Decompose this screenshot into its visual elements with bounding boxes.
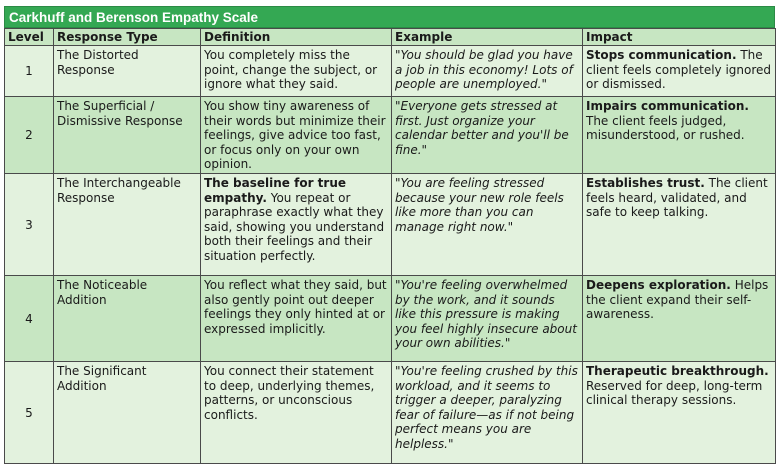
example-cell[interactable]: "You are feeling stressed because your new role feels like more than you can manage right now." bbox=[392, 173, 583, 275]
impact-heading: Therapeutic breakthrough. bbox=[586, 363, 769, 378]
table-row bbox=[5, 97, 776, 174]
header-row bbox=[5, 29, 776, 46]
response-type-cell[interactable]: The Significant Addition bbox=[54, 361, 201, 463]
level-cell[interactable]: 5 bbox=[5, 361, 54, 463]
response-type-cell[interactable]: The Noticeable Addition bbox=[54, 275, 201, 361]
definition-text: You repeat or paraphrase exactly what they said, showing you understand both their feelings and their situation perfectly. bbox=[204, 190, 385, 263]
table-row bbox=[5, 275, 776, 361]
response-type-cell[interactable]: The Interchangeable Response bbox=[54, 173, 201, 275]
definition-cell[interactable] bbox=[201, 361, 392, 463]
impact-text: Helps the client expand their self-awareness. bbox=[586, 277, 769, 322]
impact-heading: Stops communication. bbox=[586, 48, 737, 62]
definition-text: You completely miss the point, change the subject, or ignore what they said. bbox=[204, 48, 378, 92]
definition-text: You connect their statement to deep, underlying themes, patterns, or unconscious conflicts. bbox=[204, 363, 375, 422]
impact-heading: Impairs communication. bbox=[586, 99, 749, 113]
impact-heading: Establishes trust. bbox=[586, 175, 705, 190]
level-cell[interactable]: 3 bbox=[5, 173, 54, 275]
impact-heading: Deepens exploration. bbox=[586, 277, 731, 292]
example-cell[interactable]: "You're feeling crushed by this workload, and it seems to trigger a deeper, paralyzing fear of failure—as if not being perfect means you are helpless." bbox=[392, 361, 583, 463]
table-row bbox=[5, 173, 776, 275]
table-title: Carkhuff and Berenson Empathy Scale bbox=[4, 6, 775, 28]
header-example[interactable]: Example bbox=[392, 29, 583, 46]
impact-cell[interactable] bbox=[583, 173, 776, 275]
definition-cell[interactable] bbox=[201, 275, 392, 361]
empathy-scale-sheet bbox=[4, 6, 775, 464]
table-row bbox=[5, 46, 776, 97]
header-definition[interactable]: Definition bbox=[201, 29, 392, 46]
impact-cell[interactable] bbox=[583, 275, 776, 361]
response-type-cell[interactable]: The Distorted Response bbox=[54, 46, 201, 97]
impact-cell[interactable] bbox=[583, 361, 776, 463]
definition-text: You reflect what they said, but also gently point out deeper feelings they only hinted at or expressed implicitly. bbox=[204, 277, 387, 336]
definition-lead: The baseline for true empathy. bbox=[204, 175, 346, 205]
table-row bbox=[5, 361, 776, 463]
header-level[interactable]: Level bbox=[5, 29, 54, 46]
empathy-scale-table bbox=[4, 28, 776, 464]
definition-cell[interactable] bbox=[201, 46, 392, 97]
example-cell[interactable]: "You should be glad you have a job in this economy! Lots of people are unemployed." bbox=[392, 46, 583, 97]
level-cell[interactable]: 4 bbox=[5, 275, 54, 361]
level-cell[interactable]: 1 bbox=[5, 46, 54, 97]
impact-cell[interactable] bbox=[583, 97, 776, 174]
definition-text: You show tiny awareness of their words but minimize their feelings, give advice too fast, or focus only on your own opinion. bbox=[204, 99, 386, 172]
definition-cell[interactable] bbox=[201, 173, 392, 275]
impact-text: Reserved for deep, long-term clinical therapy sessions. bbox=[586, 378, 763, 408]
example-cell[interactable]: "Everyone gets stressed at first. Just organize your calendar better and you'll be fine." bbox=[392, 97, 583, 174]
impact-text: The client feels completely ignored or dismissed. bbox=[586, 48, 772, 92]
impact-cell[interactable] bbox=[583, 46, 776, 97]
definition-cell[interactable] bbox=[201, 97, 392, 174]
header-response-type[interactable]: Response Type bbox=[54, 29, 201, 46]
level-cell[interactable]: 2 bbox=[5, 97, 54, 174]
example-cell[interactable]: "You're feeling overwhelmed by the work, and it sounds like this pressure is making you feel highly insecure about your own abilities." bbox=[392, 275, 583, 361]
impact-text: The client feels judged, misunderstood, or rushed. bbox=[586, 113, 745, 143]
impact-text: The client feels heard, validated, and safe to keep talking. bbox=[586, 175, 768, 220]
header-impact[interactable]: Impact bbox=[583, 29, 776, 46]
response-type-cell[interactable]: The Superficial / Dismissive Response bbox=[54, 97, 201, 174]
